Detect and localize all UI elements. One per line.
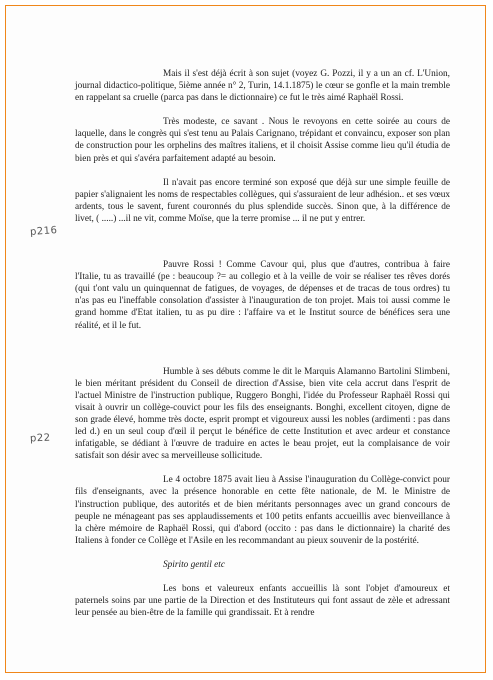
paragraph-1: Mais il s'est déjà écrit à son sujet (voyez G. Pozzi, il y a un an cf. L'Union, journal didactico-politique, 5ième année n° 2, Turin, 14.1.1875) le cœur se gonfle et la main tremble en rappelant sa cruelle (parca pas dans le dictionnaire) ce fut le très aimé Raphaël Rossi. — [75, 69, 450, 104]
paragraph-7: Les bons et valeureux enfants accueillis là sont l'objet d'amoureux et paternels soins par une partie de la Direction et des Instituteurs qui font assaut de zèle et adressant leur pensée au bien-être de la famille qui grandissait. Et à rendre — [75, 584, 450, 619]
paragraph-2: Très modeste, ce savant . Nous le revoyons en cette soirée au cours de laquelle, dans le congrès qui s'est tenu au Palais Carignano, trépidant et convaincu, exposer son plan de construction pour les orphelins des maîtres italiens, et il choisit Assise comme lieu qu'il étudia de bien près et qui s'avéra parfaitement adapté au besoin. — [75, 117, 450, 164]
margin-note-p22: p22 — [29, 432, 51, 445]
margin-note-p216: p216 — [29, 225, 58, 238]
document-body — [75, 68, 450, 619]
section-heading: Spirito gentil etc — [163, 559, 225, 570]
paragraph-5: Humble à ses débuts comme le dit le Marquis Alamanno Bartolini Slimbeni, le bien méritant président du Conseil de direction d'Assise, bien vite cela accrut dans l'esprit de l'actuel Ministre de l'instruction publique, Ruggero Bonghi, l'idée du Professeur Raphaël Rossi qui visait à ouvrir un collège-couvict pour les fils des enseignants. Bonghi, excellent citoyen, digne de son grade élevé, homme très docte, esprit prompt et vigoureux aussi les nobles (ardimenti : pas dans led d.) en un seul coup d'œil il perçut le bénéfice de cette Institution et avec ardeur et constance infatigable, se dédiant à l'œuvre de traduire en actes le beau projet, eut la complaisance de voir satisfait son désir avec sa merveilleuse sollicitude. — [75, 366, 450, 462]
paragraph-4: Pauvre Rossi ! Comme Cavour qui, plus que d'autres, contribua à faire l'Italie, tu as travaillé (pe : beaucoup ?= au collegio et à la veille de voir se réaliser tes rêves dorés (qui t'ont valu un quinquennat de fatigues, de voyages, de dépenses et de tracas de tous ordres) tu n'as pas eu l'ineffable consolation d'assister à l'inauguration de ton projet. Mais toi aussi comme le grand homme d'Etat italien, tu as pu dire : l'affaire va et le Institut source de bénéfices sera une réalité, et il le fut. — [75, 260, 450, 331]
paragraph-6: Le 4 octobre 1875 avait lieu à Assise l'inauguration du Collège-convict pour fils d'enseignants, avec la présence honorable en cette fête nationale, de M. le Ministre de l'instruction publique, des autorités et de bien méritants personnages avec un grand concours de peuple ne ménageant pas ses applaudissements et 100 petits enfants accueillis avec bienveillance à la chère mémoire de Raphaël Rossi, qui d'abord (occito : pas dans le dictionnaire) la charité des Italiens à fonder ce Collège et l'Asile en les recommandant au pieux souvenir de la postérité. — [75, 475, 450, 546]
paragraph-3: Il n'avait pas encore terminé son exposé que déjà sur une simple feuille de papier s'alignaient les noms de respectables collègues, qui s'assuraient de leur adhésion.. et ses vœux ardents, tous le savent, furent couronnés du plus splendide succès. Sinon que, à la différence de livet, ( .....) ...il ne vit, comme Moïse, que la terre promise ... il ne put y entrer. — [75, 177, 450, 224]
